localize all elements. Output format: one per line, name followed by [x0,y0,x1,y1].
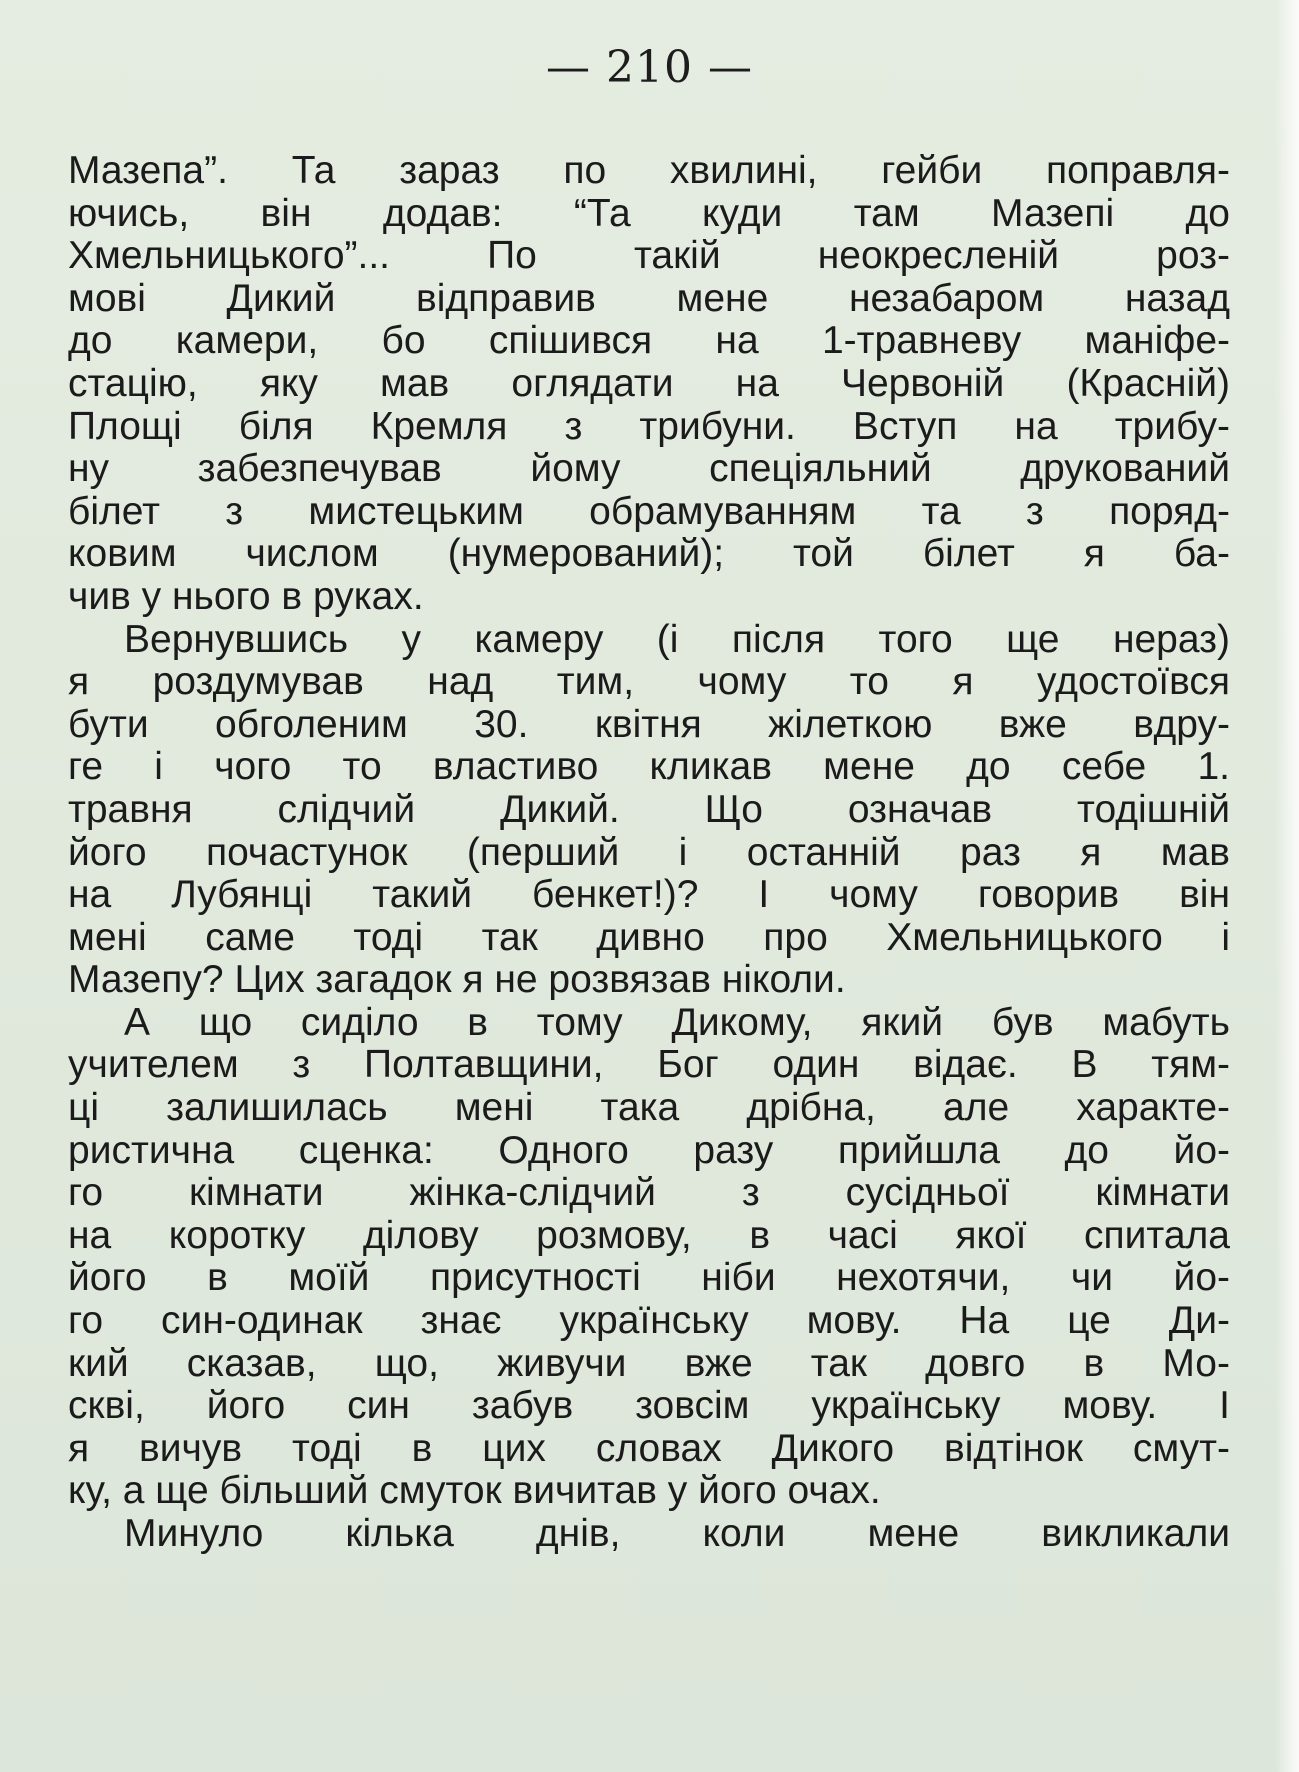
text-line: на коротку ділову розмову, в часі якої спитала [68,1214,1230,1257]
text-line: мені саме тоді так дивно про Хмельницького і [68,916,1230,959]
text-line: ге і чого то властиво кликав мене до себе 1. [68,746,1230,789]
text-line: ку, а ще більший смуток вичитав у його очах. [68,1470,881,1513]
text-line: А що сиділо в тому Дикому, який був мабуть [124,1001,1230,1044]
text-line: ці залишилась мені така дрібна, але характе- [68,1087,1230,1130]
text-line: мові Дикий відправив мене незабаром назад [68,277,1230,320]
text-line: Минуло кілька днів, коли мене викликали [124,1513,1230,1555]
text-line: го кімнати жінка-слідчий з сусідньої кімнати [68,1172,1230,1215]
text-line: його почастунок (перший і останній раз я мав [68,831,1230,874]
text-line: кий сказав, що, живучи вже так довго в Мо- [68,1342,1230,1385]
text-line: Мазепу? Цих загадок я не розвязав ніколи. [68,959,846,1002]
text-line: го син-одинак знає українську мову. На це Ди- [68,1300,1230,1343]
text-line: до камери, бо спішився на 1-травневу маніфе- [68,320,1230,363]
text-line: білет з мистецьким обрамуванням та з поряд- [68,490,1230,533]
page-number: — 210 — [546,42,753,93]
text-line: травня слідчий Дикий. Що означав тодішній [68,788,1230,831]
text-line: ковим числом (нумерований); той білет я ба- [68,533,1230,576]
text-line: я вичув тоді в цих словах Дикого відтінок смут- [68,1427,1230,1470]
text-line: ну забезпечував йому спеціяльний друкований [68,448,1230,491]
text-line: на Лубянці такий бенкет!)? І чому говорив він [68,874,1230,917]
text-line: стацію, яку мав оглядати на Червоній (Красній) [68,362,1230,405]
text-line: ючись, він додав: “Та куди там Мазепі до [68,192,1230,235]
text-line: скві, його син забув зовсім українську мову. І [68,1385,1230,1428]
text-line: чив у нього в руках. [68,575,424,618]
page-edge-highlight [1275,0,1299,1772]
body-text [68,150,1230,1556]
text-line: Хмельницького”... По такій неокресленій роз- [68,235,1230,278]
text-line: бути обголеним 30. квітня жілеткою вже вдру- [68,703,1230,746]
text-line: Площі біля Кремля з трибуни. Вступ на трибу- [68,405,1230,448]
text-line: Мазепа”. Та зараз по хвилині, гейби поправля- [68,150,1230,192]
text-line: я роздумував над тим, чому то я удостоївся [68,661,1230,704]
text-line: Вернувшись у камеру (і після того ще нераз) [124,618,1230,661]
text-line: ристична сценка: Одного разу прийшла до йо- [68,1129,1230,1172]
text-line: його в моїй присутності ніби нехотячи, чи йо- [68,1257,1230,1300]
text-line: учителем з Полтавщини, Бог один відає. В тям- [68,1044,1230,1087]
